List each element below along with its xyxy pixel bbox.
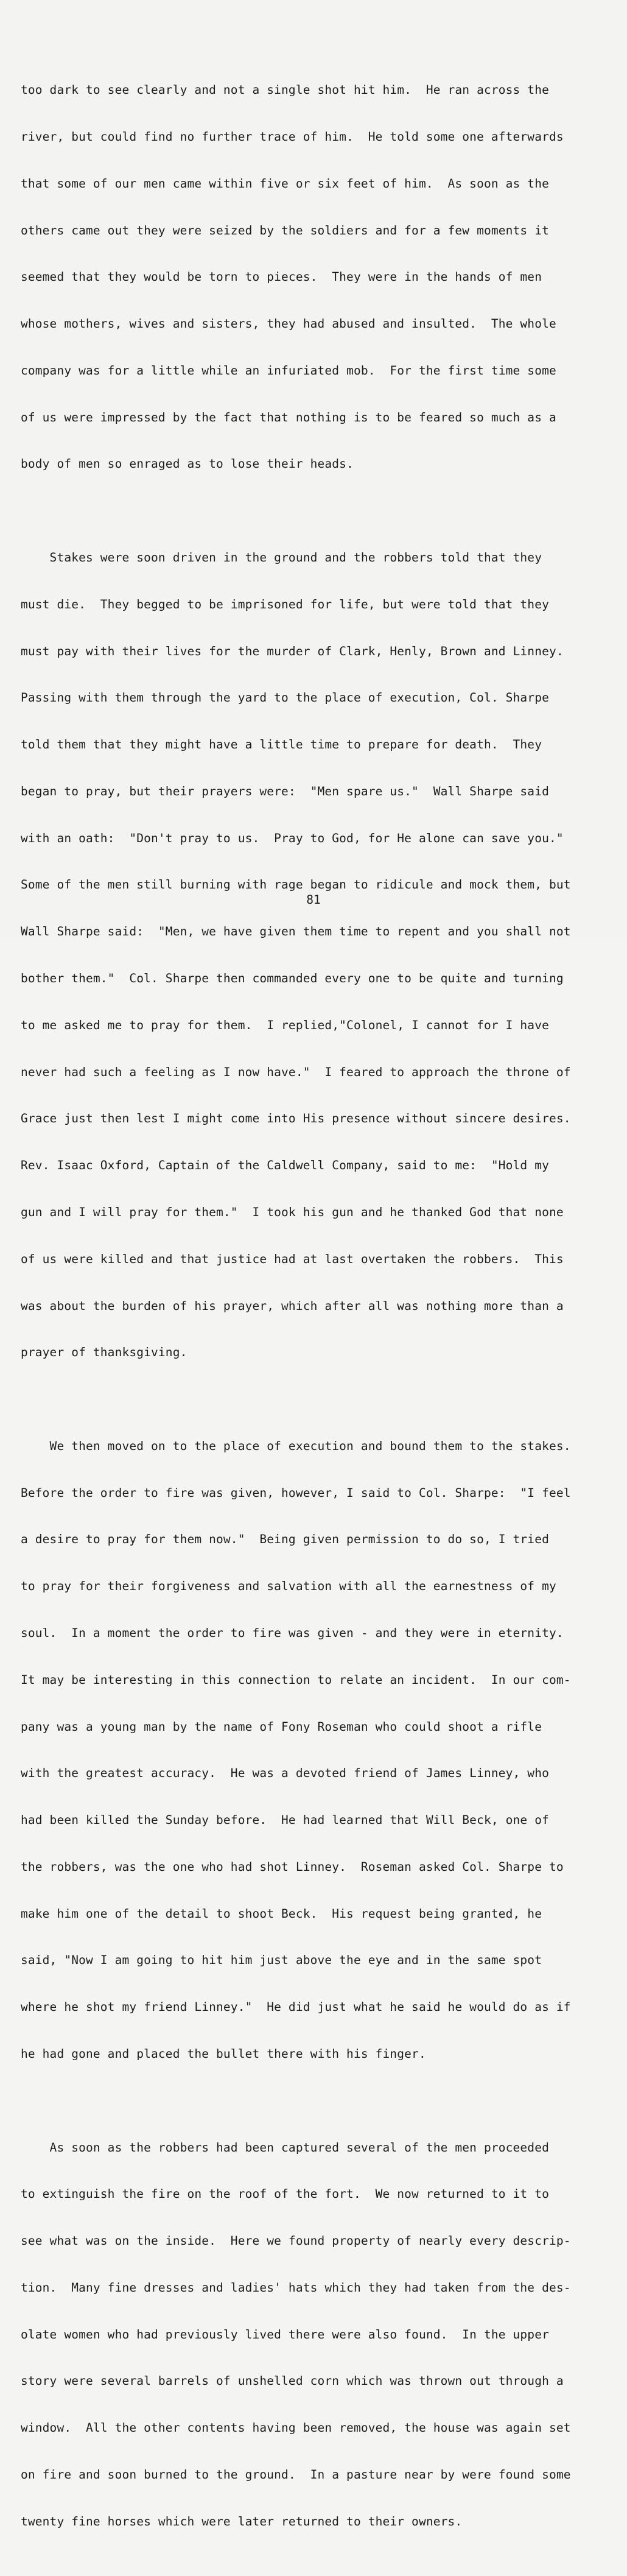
text-line: prayer of thanksgiving. bbox=[21, 1345, 187, 1360]
text-line: on fire and soon burned to the ground. In a pasture near by were found some bbox=[21, 2468, 571, 2482]
text-line: a desire to pray for them now." Being given permission to do so, I tried bbox=[21, 1532, 549, 1547]
text-line: others came out they were seized by the soldiers and for a few moments it bbox=[21, 223, 549, 238]
text-line: Grace just then lest I might come into His presence without sincere desires. bbox=[21, 1111, 571, 1126]
text-line: Stakes were soon driven in the ground and the robbers told that they bbox=[21, 551, 542, 565]
text-line: seemed that they would be torn to pieces. They were in the hands of men bbox=[21, 270, 542, 284]
text-line: It may be interesting in this connection to relate an incident. In our com- bbox=[21, 1672, 571, 1687]
text-line: soul. In a moment the order to fire was given - and they were in eternity. bbox=[21, 1625, 564, 1640]
text-line: to me asked me to pray for them. I replied,"Colonel, I cannot for I have bbox=[21, 1018, 549, 1032]
text-line: with the greatest accuracy. He was a devoted friend of James Linney, who bbox=[21, 1766, 549, 1781]
text-line: pany was a young man by the name of Fony Roseman who could shoot a rifle bbox=[21, 1719, 542, 1734]
text-line: window. All the other contents having been removed, the house was again set bbox=[21, 2421, 571, 2435]
text-line: Some of the men still burning with rage began to ridicule and mock them, but bbox=[21, 878, 571, 892]
text-line: olate women who had previously lived there were also found. In the upper bbox=[21, 2327, 549, 2342]
text-line: gun and I will pray for them." I took his gun and he thanked God that none bbox=[21, 1205, 564, 1219]
text-line: twenty fine horses which were later returned to their owners. bbox=[21, 2514, 463, 2528]
text-line: We then moved on to the place of execution and bound them to the stakes. bbox=[21, 1438, 571, 1453]
text-line: said, "Now I am going to hit him just above the eye and in the same spot bbox=[21, 1953, 542, 1968]
text-line: see what was on the inside. Here we found property of nearly every descrip- bbox=[21, 2234, 571, 2248]
paragraph-3 bbox=[21, 1407, 609, 2093]
paragraph-1 bbox=[21, 51, 609, 503]
text-line: to extinguish the fire on the roof of the fort. We now returned to it to bbox=[21, 2187, 549, 2201]
text-line: bother them." Col. Sharpe then commanded every one to be quite and turning bbox=[21, 971, 564, 986]
text-line: had been killed the Sunday before. He had learned that Will Beck, one of bbox=[21, 1813, 549, 1828]
text-line: told them that they might have a little time to prepare for death. They bbox=[21, 737, 542, 752]
text-line: must pay with their lives for the murder of Clark, Henly, Brown and Linney. bbox=[21, 644, 564, 658]
text-line: never had such a feeling as I now have." I feared to approach the throne of bbox=[21, 1065, 571, 1079]
text-line: Wall Sharpe said: "Men, we have given them time to repent and you shall not bbox=[21, 924, 571, 939]
paragraph-4 bbox=[21, 2108, 609, 2560]
text-line: whose mothers, wives and sisters, they had abused and insulted. The whole bbox=[21, 317, 556, 331]
text-line: Passing with them through the yard to the place of execution, Col. Sharpe bbox=[21, 691, 549, 705]
text-line: he had gone and placed the bullet there with his finger. bbox=[21, 2047, 426, 2061]
text-line: As soon as the robbers had been captured several of the men proceeded bbox=[21, 2140, 549, 2155]
text-line: where he shot my friend Linney." He did just what he said he would do as if bbox=[21, 2000, 571, 2015]
text-line: story were several barrels of unshelled corn which was thrown out through a bbox=[21, 2374, 564, 2388]
text-line: must die. They begged to be imprisoned for life, but were told that they bbox=[21, 597, 549, 611]
text-line: the robbers, was the one who had shot Linney. Roseman asked Col. Sharpe to bbox=[21, 1859, 564, 1874]
text-line: river, but could find no further trace of him. He told some one afterwards bbox=[21, 129, 564, 144]
text-line: began to pray, but their prayers were: "Men spare us." Wall Sharpe said bbox=[21, 784, 549, 798]
page-number: 81 bbox=[306, 893, 321, 907]
text-line: was about the burden of his prayer, which after all was nothing more than a bbox=[21, 1298, 564, 1313]
text-line: that some of our men came within five or six feet of him. As soon as the bbox=[21, 176, 549, 191]
text-line: Rev. Isaac Oxford, Captain of the Caldwell Company, said to me: "Hold my bbox=[21, 1158, 549, 1173]
text-line: to pray for their forgiveness and salvation with all the earnestness of my bbox=[21, 1579, 556, 1594]
text-line: Before the order to fire was given, however, I said to Col. Sharpe: "I feel bbox=[21, 1485, 571, 1500]
text-line: make him one of the detail to shoot Beck. His request being granted, he bbox=[21, 1906, 542, 1921]
text-line: company was for a little while an infuriated mob. For the first time some bbox=[21, 363, 556, 378]
paragraph-2 bbox=[21, 519, 609, 1392]
text-line: tion. Many fine dresses and ladies' hats which they had taken from the des- bbox=[21, 2280, 571, 2295]
text-line: of us were impressed by the fact that nothing is to be feared so much as a bbox=[21, 410, 556, 424]
body-text bbox=[21, 51, 609, 2576]
text-line: too dark to see clearly and not a single shot hit him. He ran across the bbox=[21, 83, 549, 97]
text-line: body of men so enraged as to lose their heads. bbox=[21, 457, 354, 471]
text-line: with an oath: "Don't pray to us. Pray to God, for He alone can save you." bbox=[21, 831, 564, 845]
text-line: of us were killed and that justice had at last overtaken the robbers. This bbox=[21, 1251, 564, 1266]
